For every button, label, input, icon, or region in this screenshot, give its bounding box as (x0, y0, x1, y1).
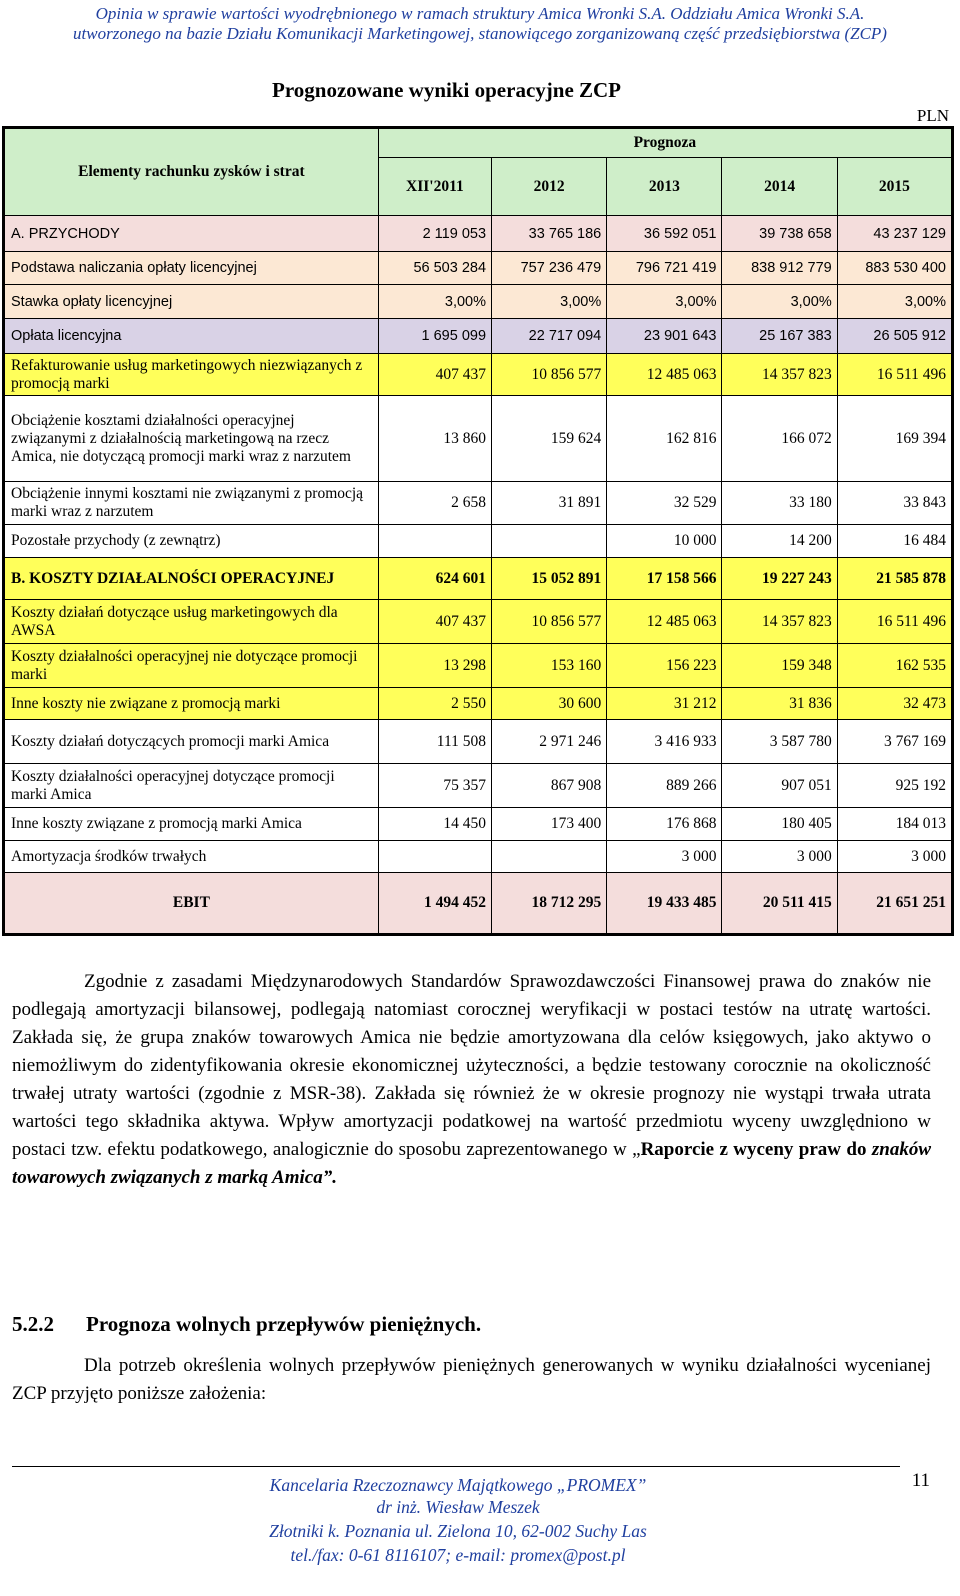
paragraph-text: Zgodnie z zasadami Międzynarodowych Standardów Sprawozdawczości Finansowej prawa do znaków nie podlegają amortyzacji bilansowej, podlegają natomiast corocznej weryfikacji w postaci testów na utratę wartości. Zakłada się, że grupa znaków towarowych Amica nie będzie amortyzowana dla celów księgowych, jako aktywo o niemożliwym do zidentyfikowania okresie ekonomicznej użyteczności, a będzie testowany corocznie na okoliczność trwałej utraty wartości (zgodnie z MSR-38). Zakłada się również że w okresie prognozy nie wystąpi trwała utrata wartości tego składnika aktywa. Wpływ amortyzacji podatkowej na wartość przedmiotu wyceny uwzględniono w postaci tzw. efektu podatkowego, analogicznie do sposobu zaprezentowanego w „ (12, 971, 931, 1160)
cell-value: 925 192 (837, 764, 952, 808)
cell-value: 867 908 (492, 764, 607, 808)
cell-value: 30 600 (492, 688, 607, 720)
cell-value: 31 836 (722, 688, 837, 720)
row-label: Refakturowanie usług marketingowych niezwiązanych z promocją marki (4, 354, 379, 396)
cell-value: 10 000 (607, 525, 722, 558)
row-label: Inne koszty związane z promocją marki Amica (4, 808, 379, 841)
body-paragraph (12, 968, 931, 1192)
cell-value: 12 485 063 (607, 354, 722, 396)
table-row (4, 600, 953, 644)
cell-value: 16 511 496 (837, 600, 952, 644)
table-row (4, 216, 953, 252)
cell-value: 3,00% (722, 285, 837, 319)
cell-value: 31 212 (607, 688, 722, 720)
cell-value: 14 200 (722, 525, 837, 558)
row-header-cell: Elementy rachunku zysków i strat (4, 128, 379, 216)
row-label: Obciążenie kosztami działalności operacyjnej związanymi z działalnością marketingową na rzecz Amica, nie dotyczącą promocji marki wraz z narzutem (4, 396, 379, 482)
cell-value: 3 767 169 (837, 720, 952, 764)
footer-line-4: tel./fax: 0-61 8116107; e-mail: promex@post.pl (290, 1545, 626, 1565)
table-row (4, 319, 953, 354)
cell-value: 33 180 (722, 482, 837, 525)
table-row (4, 354, 953, 396)
cell-value: 32 473 (837, 688, 952, 720)
cell-value: 12 485 063 (607, 600, 722, 644)
footer-line-2: dr inż. Wiesław Meszek (376, 1497, 540, 1517)
cell-value: 25 167 383 (722, 319, 837, 354)
cell-value: 2 971 246 (492, 720, 607, 764)
paragraph-emphasis-italic: znaków towarowych związanych z marką Amica (12, 1139, 931, 1188)
paragraph-emphasis: Raporcie z wyceny praw do (640, 1139, 872, 1160)
row-label: B. KOSZTY DZIAŁALNOŚCI OPERACYJNEJ (4, 558, 379, 600)
row-label: Amortyzacja środków trwałych (4, 841, 379, 873)
cell-value: 21 651 251 (837, 873, 952, 935)
cell-value: 23 901 643 (607, 319, 722, 354)
section-number: 5.2.2 (12, 1312, 54, 1336)
page-number: 11 (911, 1470, 930, 1491)
cell-value: 43 237 129 (837, 216, 952, 252)
cell-value: 883 530 400 (837, 252, 952, 285)
cell-value: 17 158 566 (607, 558, 722, 600)
cell-value: 39 738 658 (722, 216, 837, 252)
footer-line-3: Złotniki k. Poznania ul. Zielona 10, 62-002 Suchy Las (269, 1521, 647, 1541)
cell-value (378, 525, 491, 558)
cell-value: 3 416 933 (607, 720, 722, 764)
cell-value: 10 856 577 (492, 600, 607, 644)
period-header: 2015 (837, 158, 952, 216)
table-header-row (4, 128, 953, 158)
period-header: 2012 (492, 158, 607, 216)
cell-value: 3,00% (837, 285, 952, 319)
row-label: Stawka opłaty licencyjnej (4, 285, 379, 319)
row-label: Koszty działalności operacyjnej nie dotyczące promocji marki (4, 644, 379, 688)
cell-value: 184 013 (837, 808, 952, 841)
table-row (4, 482, 953, 525)
currency-label: PLN (916, 106, 949, 125)
cell-value: 757 236 479 (492, 252, 607, 285)
row-label: Pozostałe przychody (z zewnątrz) (4, 525, 379, 558)
cell-value: 20 511 415 (722, 873, 837, 935)
running-header-line-1: Opinia w sprawie wartości wyodrębnionego w ramach struktury Amica Wronki S.A. Oddziału Amica Wronki S.A. (95, 4, 865, 23)
cell-value: 1 494 452 (378, 873, 491, 935)
table-row (4, 720, 953, 764)
table-title: Prognozowane wyniki operacyjne ZCP (272, 78, 622, 102)
body-paragraph-2: Dla potrzeb określenia wolnych przepływów pieniężnych generowanych w wyniku działalności wycenianej ZCP przyjęto poniższe założenia: (12, 1355, 931, 1404)
row-label: Podstawa naliczania opłaty licencyjnej (4, 252, 379, 285)
cell-value: 153 160 (492, 644, 607, 688)
cell-value: 75 357 (378, 764, 491, 808)
cell-value: 21 585 878 (837, 558, 952, 600)
group-header-cell: Prognoza (378, 128, 952, 158)
cell-value: 407 437 (378, 600, 491, 644)
cell-value: 33 843 (837, 482, 952, 525)
cell-value: 14 450 (378, 808, 491, 841)
cell-value: 3,00% (607, 285, 722, 319)
table-row (4, 808, 953, 841)
cell-value: 56 503 284 (378, 252, 491, 285)
cell-value: 180 405 (722, 808, 837, 841)
period-header: 2014 (722, 158, 837, 216)
cell-value: 13 298 (378, 644, 491, 688)
table-row (4, 525, 953, 558)
table-row (4, 688, 953, 720)
cell-value: 159 624 (492, 396, 607, 482)
row-label: Obciążenie innymi kosztami nie związanymi z promocją marki wraz z narzutem (4, 482, 379, 525)
table-row (4, 396, 953, 482)
row-label: Koszty działań dotyczące usług marketingowych dla AWSA (4, 600, 379, 644)
row-label: Opłata licencyjna (4, 319, 379, 354)
cell-value: 33 765 186 (492, 216, 607, 252)
table-row (4, 841, 953, 873)
cell-value: 3 000 (722, 841, 837, 873)
cell-value: 111 508 (378, 720, 491, 764)
cell-value: 14 357 823 (722, 600, 837, 644)
cell-value: 16 484 (837, 525, 952, 558)
cell-value: 3,00% (492, 285, 607, 319)
cell-value: 796 721 419 (607, 252, 722, 285)
cell-value: 156 223 (607, 644, 722, 688)
period-header: XII'2011 (378, 158, 491, 216)
cell-value: 169 394 (837, 396, 952, 482)
table-row (4, 285, 953, 319)
row-label: Koszty działalności operacyjnej dotyczące promocji marki Amica (4, 764, 379, 808)
table-row (4, 252, 953, 285)
cell-value: 22 717 094 (492, 319, 607, 354)
row-label: A. PRZYCHODY (4, 216, 379, 252)
row-label: Inne koszty nie związane z promocją marki (4, 688, 379, 720)
cell-value: 16 511 496 (837, 354, 952, 396)
cell-value: 407 437 (378, 354, 491, 396)
section-title: Prognoza wolnych przepływów pieniężnych. (86, 1312, 482, 1336)
cell-value: 19 433 485 (607, 873, 722, 935)
table-row (4, 764, 953, 808)
cell-value: 889 266 (607, 764, 722, 808)
row-label: EBIT (4, 873, 379, 935)
cell-value: 907 051 (722, 764, 837, 808)
cell-value: 838 912 779 (722, 252, 837, 285)
cell-value (492, 841, 607, 873)
footer-line-1: Kancelaria Rzeczoznawcy Majątkowego „PROMEX” (269, 1475, 647, 1495)
cell-value: 176 868 (607, 808, 722, 841)
cell-value: 3,00% (378, 285, 491, 319)
cell-value (492, 525, 607, 558)
cell-value: 1 695 099 (378, 319, 491, 354)
forecast-table (2, 126, 954, 936)
cell-value: 18 712 295 (492, 873, 607, 935)
cell-value: 36 592 051 (607, 216, 722, 252)
cell-value: 3 000 (837, 841, 952, 873)
cell-value: 13 860 (378, 396, 491, 482)
cell-value: 31 891 (492, 482, 607, 525)
cell-value: 173 400 (492, 808, 607, 841)
cell-value: 2 119 053 (378, 216, 491, 252)
cell-value (378, 841, 491, 873)
table-row (4, 644, 953, 688)
cell-value: 3 587 780 (722, 720, 837, 764)
cell-value: 166 072 (722, 396, 837, 482)
ebit-row (4, 873, 953, 935)
row-label: Koszty działań dotyczących promocji marki Amica (4, 720, 379, 764)
cell-value: 624 601 (378, 558, 491, 600)
cell-value: 2 550 (378, 688, 491, 720)
cell-value: 19 227 243 (722, 558, 837, 600)
cell-value: 10 856 577 (492, 354, 607, 396)
cell-value: 32 529 (607, 482, 722, 525)
cell-value: 162 535 (837, 644, 952, 688)
table-row (4, 558, 953, 600)
cell-value: 159 348 (722, 644, 837, 688)
section-heading (12, 1312, 481, 1337)
cell-value: 26 505 912 (837, 319, 952, 354)
cell-value: 162 816 (607, 396, 722, 482)
period-header: 2013 (607, 158, 722, 216)
cell-value: 2 658 (378, 482, 491, 525)
running-header-line-2: utworzonego na bazie Działu Komunikacji Marketingowej, stanowiącego zorganizowaną część przedsiębiorstwa (ZCP) (73, 24, 887, 43)
cell-value: 14 357 823 (722, 354, 837, 396)
paragraph-end: ”. (322, 1167, 337, 1188)
cell-value: 3 000 (607, 841, 722, 873)
footer-rule (12, 1466, 900, 1467)
cell-value: 15 052 891 (492, 558, 607, 600)
